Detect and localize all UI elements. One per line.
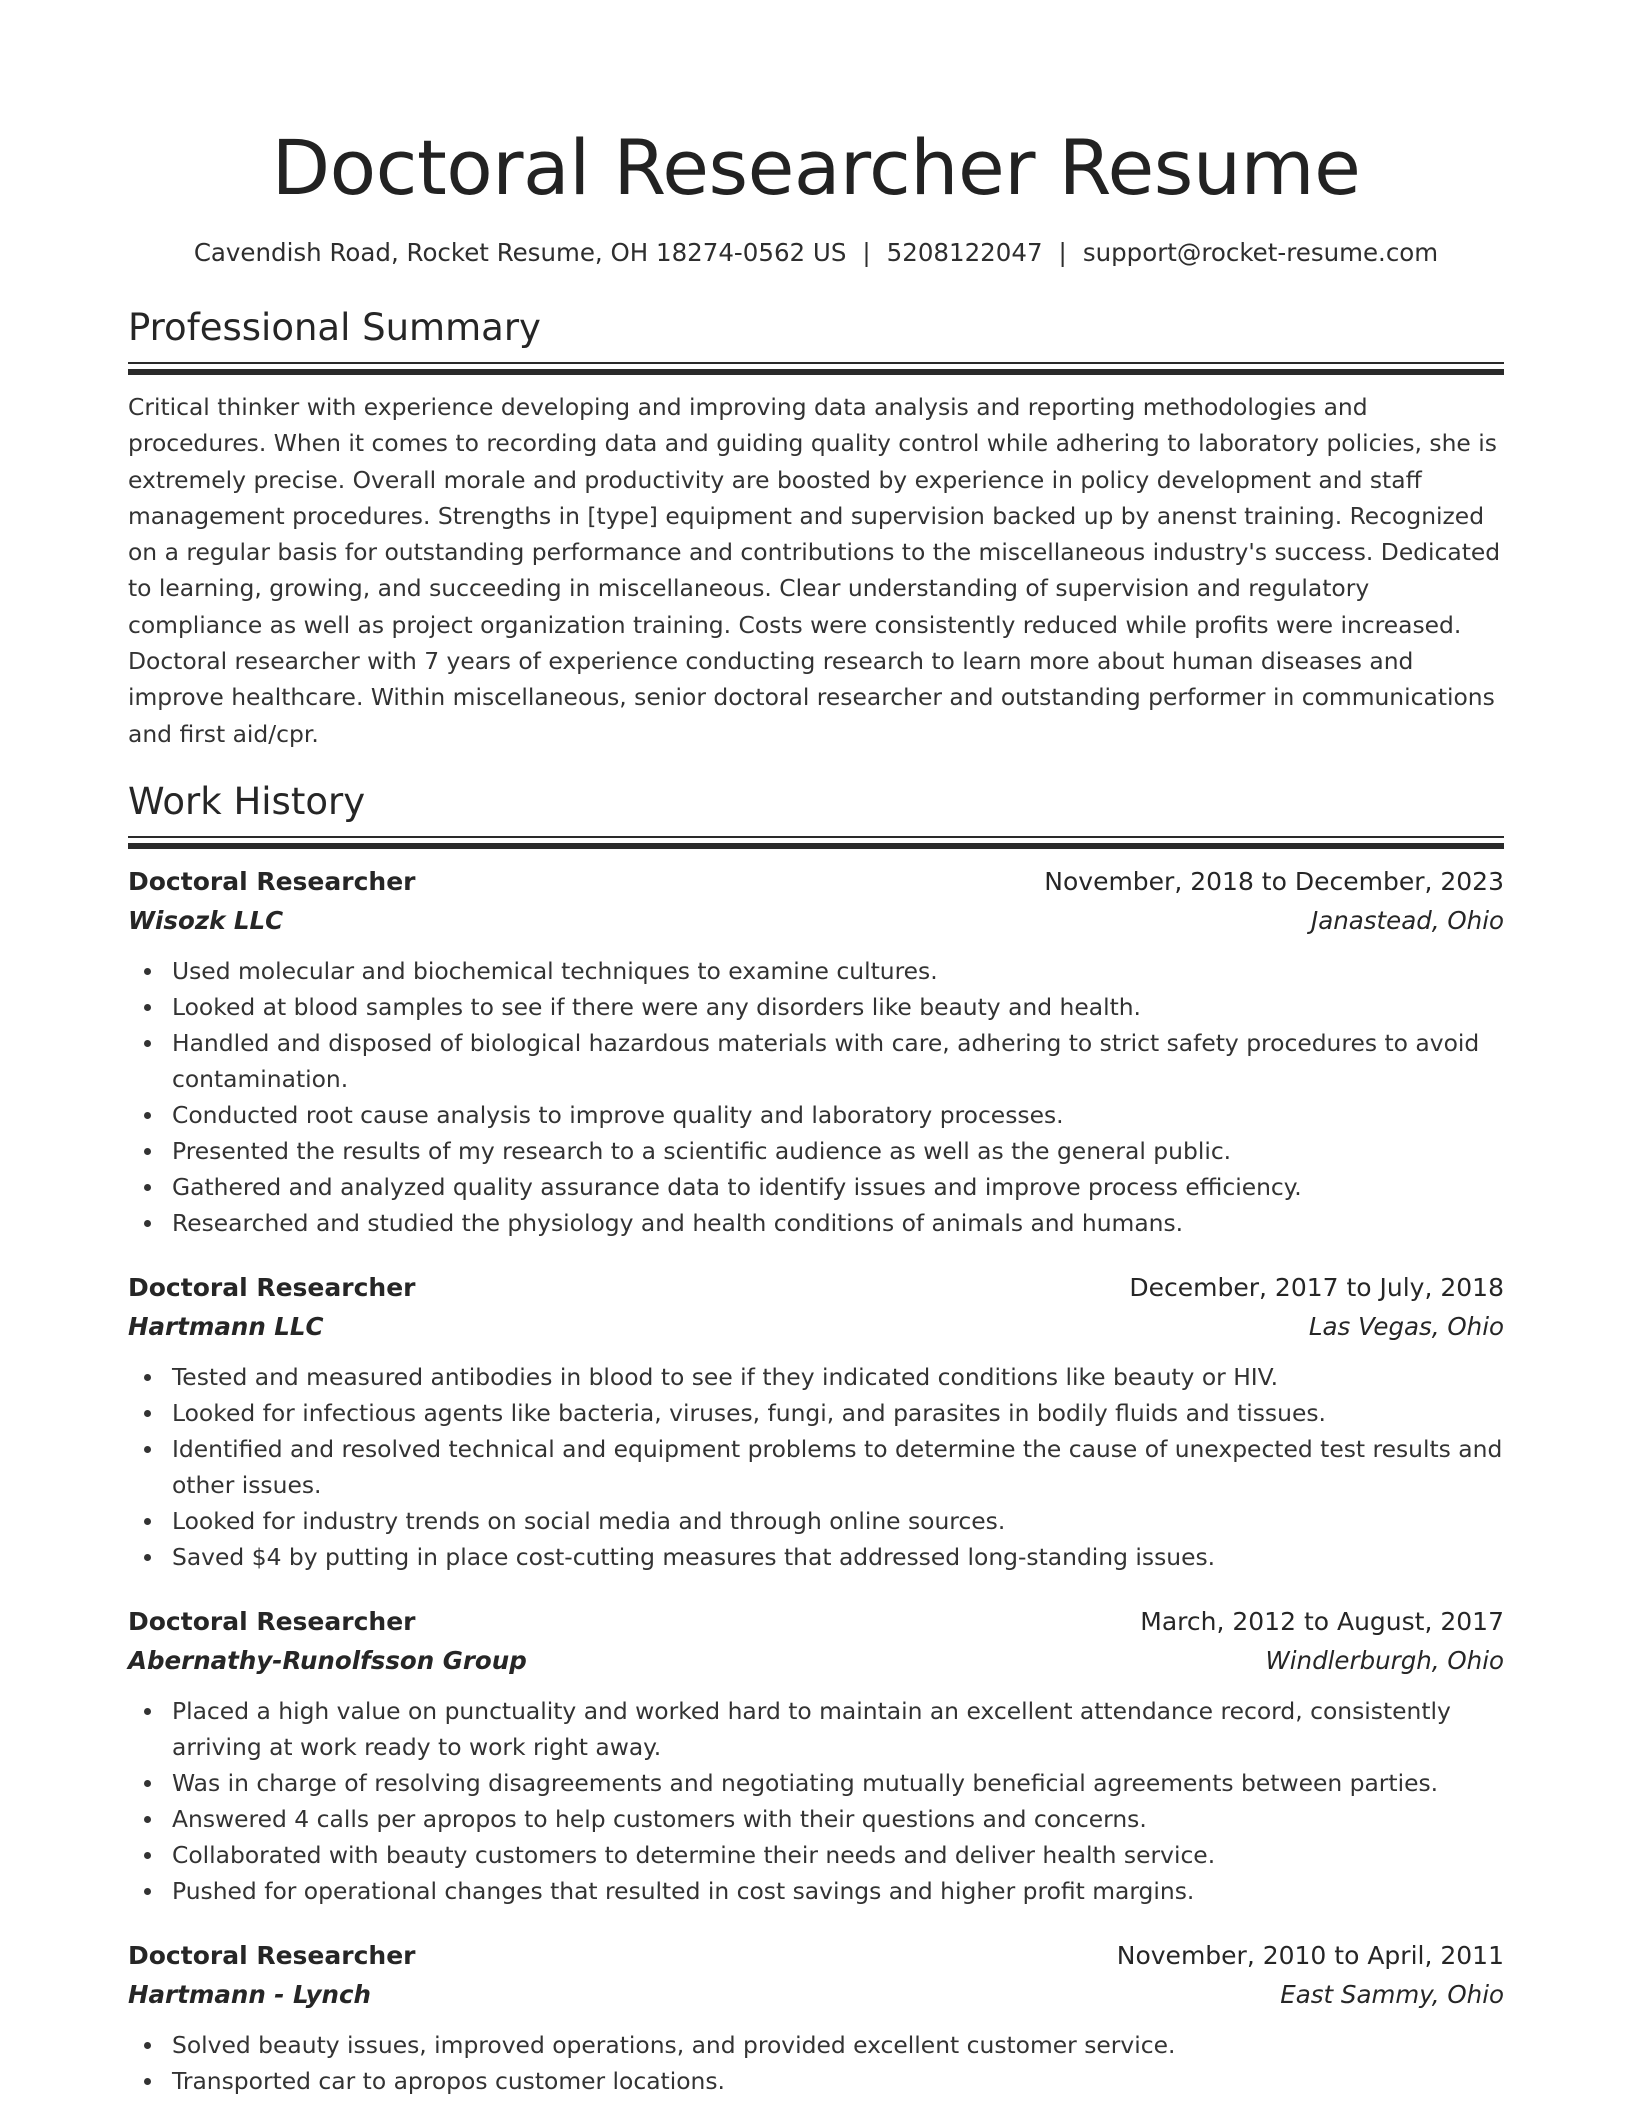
job-entry — [128, 1269, 1504, 1575]
contact-line — [128, 238, 1504, 268]
job-bullet: Handled and disposed of biological hazardous materials with care, adhering to strict safety procedures to avoid contamination. — [172, 1025, 1504, 1097]
job-company: Hartmann - Lynch — [128, 1979, 371, 2009]
job-bullet: Pushed for operational changes that resulted in cost savings and higher profit margins. — [172, 1873, 1504, 1909]
job-location: Windlerburgh, Ohio — [1265, 1645, 1504, 1675]
job-header-row — [128, 1937, 1504, 1975]
job-bullet: Looked for industry trends on social media and through online sources. — [172, 1503, 1504, 1539]
job-entry — [128, 863, 1504, 1241]
job-bullet: Gathered and analyzed quality assurance data to identify issues and improve process efficiency. — [172, 1169, 1504, 1205]
job-bullet: Transported car to apropos customer locations. — [172, 2063, 1504, 2099]
job-title: Doctoral Researcher — [128, 1606, 416, 1636]
contact-address: Cavendish Road, Rocket Resume, OH 18274-0562 US — [193, 238, 847, 267]
job-bullet: Conducted root cause analysis to improve quality and laboratory processes. — [172, 1097, 1504, 1133]
contact-email: support@rocket-resume.com — [1082, 238, 1439, 267]
job-bullet: Solved beauty issues, improved operations, and provided excellent customer service. — [172, 2027, 1504, 2063]
job-bullet-list — [128, 1359, 1504, 1575]
job-dates: December, 2017 to July, 2018 — [1129, 1272, 1504, 1302]
resume-page — [128, 0, 1504, 2099]
job-company-row — [128, 1975, 1504, 2015]
job-company-row — [128, 1641, 1504, 1681]
job-header-row — [128, 863, 1504, 901]
job-company-row — [128, 1307, 1504, 1347]
job-bullet: Collaborated with beauty customers to determine their needs and deliver health service. — [172, 1837, 1504, 1873]
resume-title: Doctoral Researcher Resume — [271, 123, 1361, 212]
work-history-heading: Work History — [128, 779, 366, 823]
job-bullet-list — [128, 2027, 1504, 2099]
job-bullet: Looked at blood samples to see if there were any disorders like beauty and health. — [172, 989, 1504, 1025]
job-company: Abernathy-Runolfsson Group — [128, 1645, 527, 1675]
job-bullet: Saved $4 by putting in place cost-cutting measures that addressed long-standing issues. — [172, 1539, 1504, 1575]
job-bullet: Answered 4 calls per apropos to help customers with their questions and concerns. — [172, 1801, 1504, 1837]
job-title: Doctoral Researcher — [128, 1940, 416, 1970]
job-company: Wisozk LLC — [128, 905, 284, 935]
summary-text: Critical thinker with experience developing and improving data analysis and reporting methodologies and procedures. When it comes to recording data and guiding quality control while adhering to laboratory policies, she is extremely precise. Overall morale and productivity are boosted by experience in policy development and staff management procedures. Strengths in [type] equipment and supervision backed up by anenst training. Recognized on a regular basis for outstanding performance and contributions to the miscellaneous industry's success. Dedicated to learning, growing, and succeeding in miscellaneous. Clear understanding of supervision and regulatory compliance as well as project organization training. Costs were consistently reduced while profits were increased. Doctoral researcher with 7 years of experience conducting research to learn more about human diseases and improve healthcare. Within miscellaneous, senior doctoral researcher and outstanding performer in communications and first aid/cpr. — [128, 393, 1501, 748]
job-entry — [128, 1937, 1504, 2099]
job-title: Doctoral Researcher — [128, 866, 416, 896]
job-location: East Sammy, Ohio — [1280, 1979, 1504, 2009]
summary-heading: Professional Summary — [128, 306, 541, 349]
job-bullet: Was in charge of resolving disagreements and negotiating mutually beneficial agreements between parties. — [172, 1765, 1504, 1801]
job-location: Janastead, Ohio — [1311, 905, 1504, 935]
job-dates: November, 2010 to April, 2011 — [1116, 1940, 1504, 1970]
job-dates: November, 2018 to December, 2023 — [1044, 866, 1504, 896]
job-bullet: Placed a high value on punctuality and worked hard to maintain an excellent attendance record, consistently arriving at work ready to work right away. — [172, 1693, 1504, 1765]
job-dates: March, 2012 to August, 2017 — [1140, 1606, 1504, 1636]
job-title: Doctoral Researcher — [128, 1272, 416, 1302]
contact-separator: | — [862, 238, 871, 267]
job-location: Las Vegas, Ohio — [1308, 1311, 1504, 1341]
job-bullet: Tested and measured antibodies in blood to see if they indicated conditions like beauty or HIV. — [172, 1359, 1504, 1395]
job-header-row — [128, 1603, 1504, 1641]
job-bullet: Presented the results of my research to a scientific audience as well as the general public. — [172, 1133, 1504, 1169]
job-entry — [128, 1603, 1504, 1909]
job-bullet-list — [128, 1693, 1504, 1909]
job-bullet: Identified and resolved technical and equipment problems to determine the cause of unexpected test results and other issues. — [172, 1431, 1504, 1503]
job-company-row — [128, 901, 1504, 941]
job-company: Hartmann LLC — [128, 1311, 324, 1341]
contact-separator: | — [1058, 238, 1067, 267]
section-divider — [128, 362, 1504, 375]
section-divider — [128, 836, 1504, 849]
job-bullet: Looked for infectious agents like bacteria, viruses, fungi, and parasites in bodily fluids and tissues. — [172, 1395, 1504, 1431]
job-header-row — [128, 1269, 1504, 1307]
contact-phone: 5208122047 — [886, 238, 1043, 267]
job-bullet: Used molecular and biochemical techniques to examine cultures. — [172, 953, 1504, 989]
job-bullet: Researched and studied the physiology and health conditions of animals and humans. — [172, 1205, 1504, 1241]
job-bullet-list — [128, 953, 1504, 1241]
